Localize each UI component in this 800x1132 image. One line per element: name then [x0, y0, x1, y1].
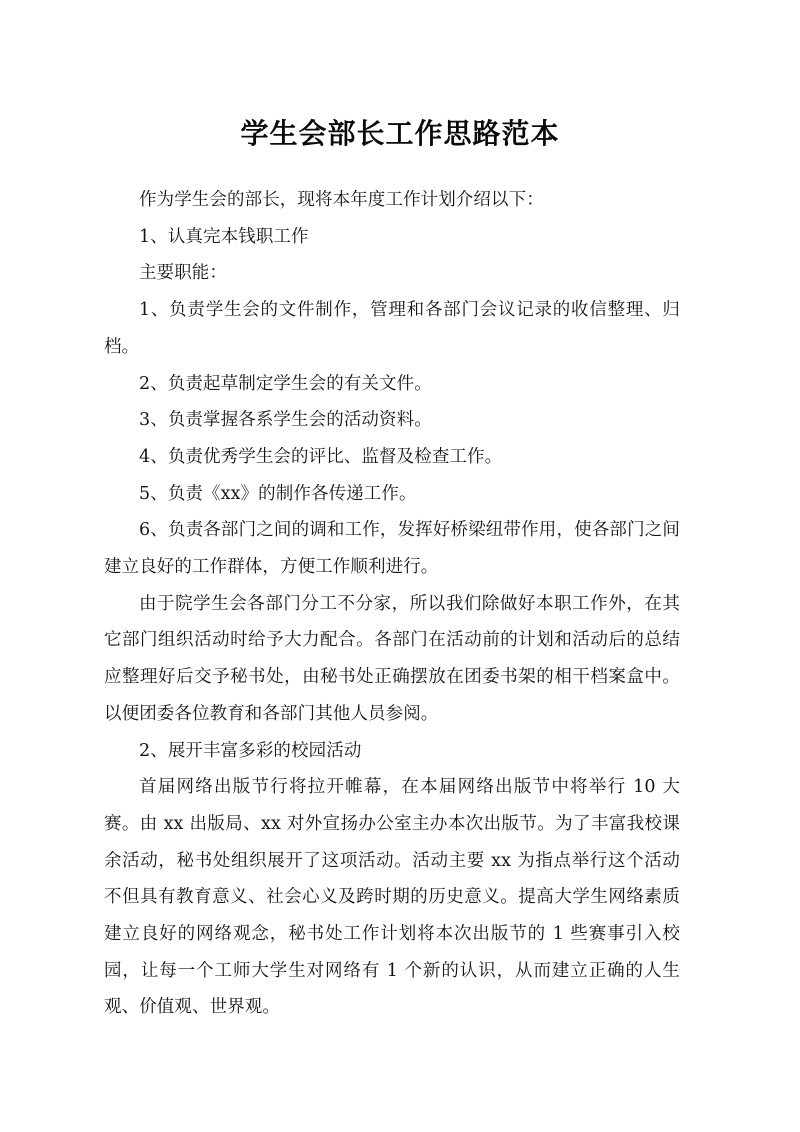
list-item-duty-2: 2、负责起草制定学生会的有关文件。	[139, 373, 432, 394]
label-main-duties: 主要职能：	[139, 263, 227, 284]
list-item-duty-1: 1、负责学生会的文件制作，管理和各部门会议记录的收信整理、归档。	[104, 300, 680, 357]
list-item-duty-5: 5、负责《xx》的制作各传递工作。	[139, 483, 417, 504]
heading-section-1: 1、认真完本钱职工作	[139, 226, 309, 247]
document-body	[104, 182, 680, 1026]
list-item-duty-3: 3、负责掌握各系学生会的活动资料。	[139, 410, 432, 431]
paragraph-campus-activity: 首届网络出版节行将拉开帷幕，在本届网络出版节中将举行 10 大赛。由 xx 出版局、xx 对外宣扬办公室主办本次出版节。为了丰富我校课余活动，秘书处组织展开了这项活动。活动主要 xx 为指点举行这个活动不但具有教育意义、社会心义及跨时期的历史意义。提高大学生网络素质建立良好的网络观念，秘书处工作计划将本次出版节的 1 些赛事引入校园，让每一个工师大学生对网络有 1 个新的认识，从而建立正确的人生观、价值观、世界观。	[104, 777, 680, 1018]
page-title: 学生会部长工作思路范本	[240, 116, 560, 150]
paragraph-intro: 作为学生会的部长，现将本年度工作计划介绍以下：	[139, 190, 544, 210]
paragraph-cooperation: 由于院学生会各部门分工不分家，所以我们除做好本职工作外，在其它部门组织活动时给予大力配合。各部门在活动前的计划和活动后的总结应整理好后交予秘书处，由秘书处正确摆放在团委书架的相干档案盒中。以便团委各位教育和各部门其他人员参阅。	[104, 593, 680, 724]
list-item-duty-6: 6、负责各部门之间的调和工作，发挥好桥梁纽带作用，使各部门之间建立良好的工作群体，方便工作顺利进行。	[104, 520, 680, 578]
heading-section-2: 2、展开丰富多彩的校园活动	[139, 740, 362, 761]
list-item-duty-4: 4、负责优秀学生会的评比、监督及检查工作。	[139, 446, 503, 467]
